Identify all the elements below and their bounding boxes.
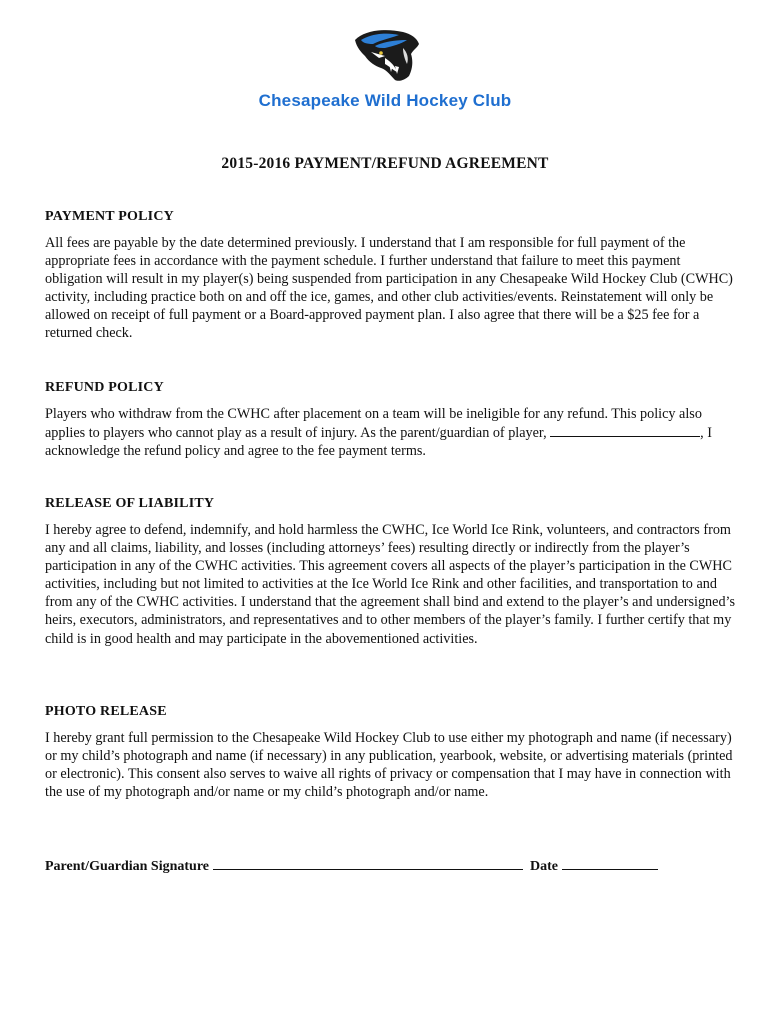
signature-row	[45, 856, 658, 875]
payment-policy-heading: PAYMENT POLICY	[45, 209, 174, 224]
refund-policy-text-start: Players who withdraw from the CWHC after placement on a team will be ineligible for any refund. This policy also applies to players who cannot play as a result of injury. As the parent/guardian of player,	[45, 406, 702, 442]
club-name: Chesapeake Wild Hockey Club	[258, 91, 512, 110]
signature-label: Parent/Guardian Signature	[45, 859, 210, 874]
refund-policy-text-end: , I acknowledge the refund policy and agree to the fee payment terms.	[45, 425, 712, 460]
refund-policy-text	[45, 405, 735, 460]
signature-line[interactable]	[213, 856, 523, 870]
wild-cat-logo-icon	[351, 26, 421, 84]
release-of-liability-text: I hereby agree to defend, indemnify, and hold harmless the CWHC, Ice World Ice Rink, volunteers, and contractors from any and all claims, liability, and losses (including attorneys’ fees) resulting directly or indirectly from the player’s participation in any of the CWHC activities. This agreement covers all aspects of the player’s participation in the CWHC activities, including but not limited to activities at the Ice World Ice Rink and other facilities, and transportation to and from any of the CWHC activities. I understand that the agreement shall bind and extend to the player’s and undersigned’s heirs, executors, administrators, and representatives and to other members of the player’s family. I further certify that my child is in good health and may participate in the abovementioned activities.	[45, 522, 736, 647]
document-title: 2015-2016 PAYMENT/REFUND AGREEMENT	[221, 155, 549, 172]
date-line[interactable]	[562, 856, 658, 870]
payment-policy-section	[45, 209, 735, 343]
photo-release-heading: PHOTO RELEASE	[45, 704, 167, 719]
photo-release-section	[45, 704, 735, 801]
player-name-blank[interactable]	[550, 423, 700, 437]
refund-policy-heading: REFUND POLICY	[45, 380, 164, 395]
refund-policy-section	[45, 380, 735, 460]
payment-policy-text: All fees are payable by the date determined previously. I understand that I am responsible for full payment of the appropriate fees in accordance with the payment schedule. I further understand that failure to meet this payment obligation will result in my player(s) being suspended from participation in any Chesapeake Wild Hockey Club (CWHC) activity, including practice both on and off the ice, games, and other club activities/events. Reinstatement will only be allowed on receipt of full payment or a Board-approved payment plan. I also agree that there will be a $25 fee for a returned check.	[45, 235, 733, 342]
release-of-liability-section	[45, 496, 735, 648]
release-of-liability-heading: RELEASE OF LIABILITY	[45, 496, 215, 511]
date-label: Date	[530, 859, 559, 874]
photo-release-text: I hereby grant full permission to the Chesapeake Wild Hockey Club to use either my photograph and name (if necessary) or my child’s photograph and name (if necessary) in any publication, yearbook, website, or advertising materials (printed or electronic). This consent also serves to waive all rights of privacy or compensation that I may have in connection with the use of my photograph and/or name or my child’s photograph and/or name.	[45, 730, 733, 801]
